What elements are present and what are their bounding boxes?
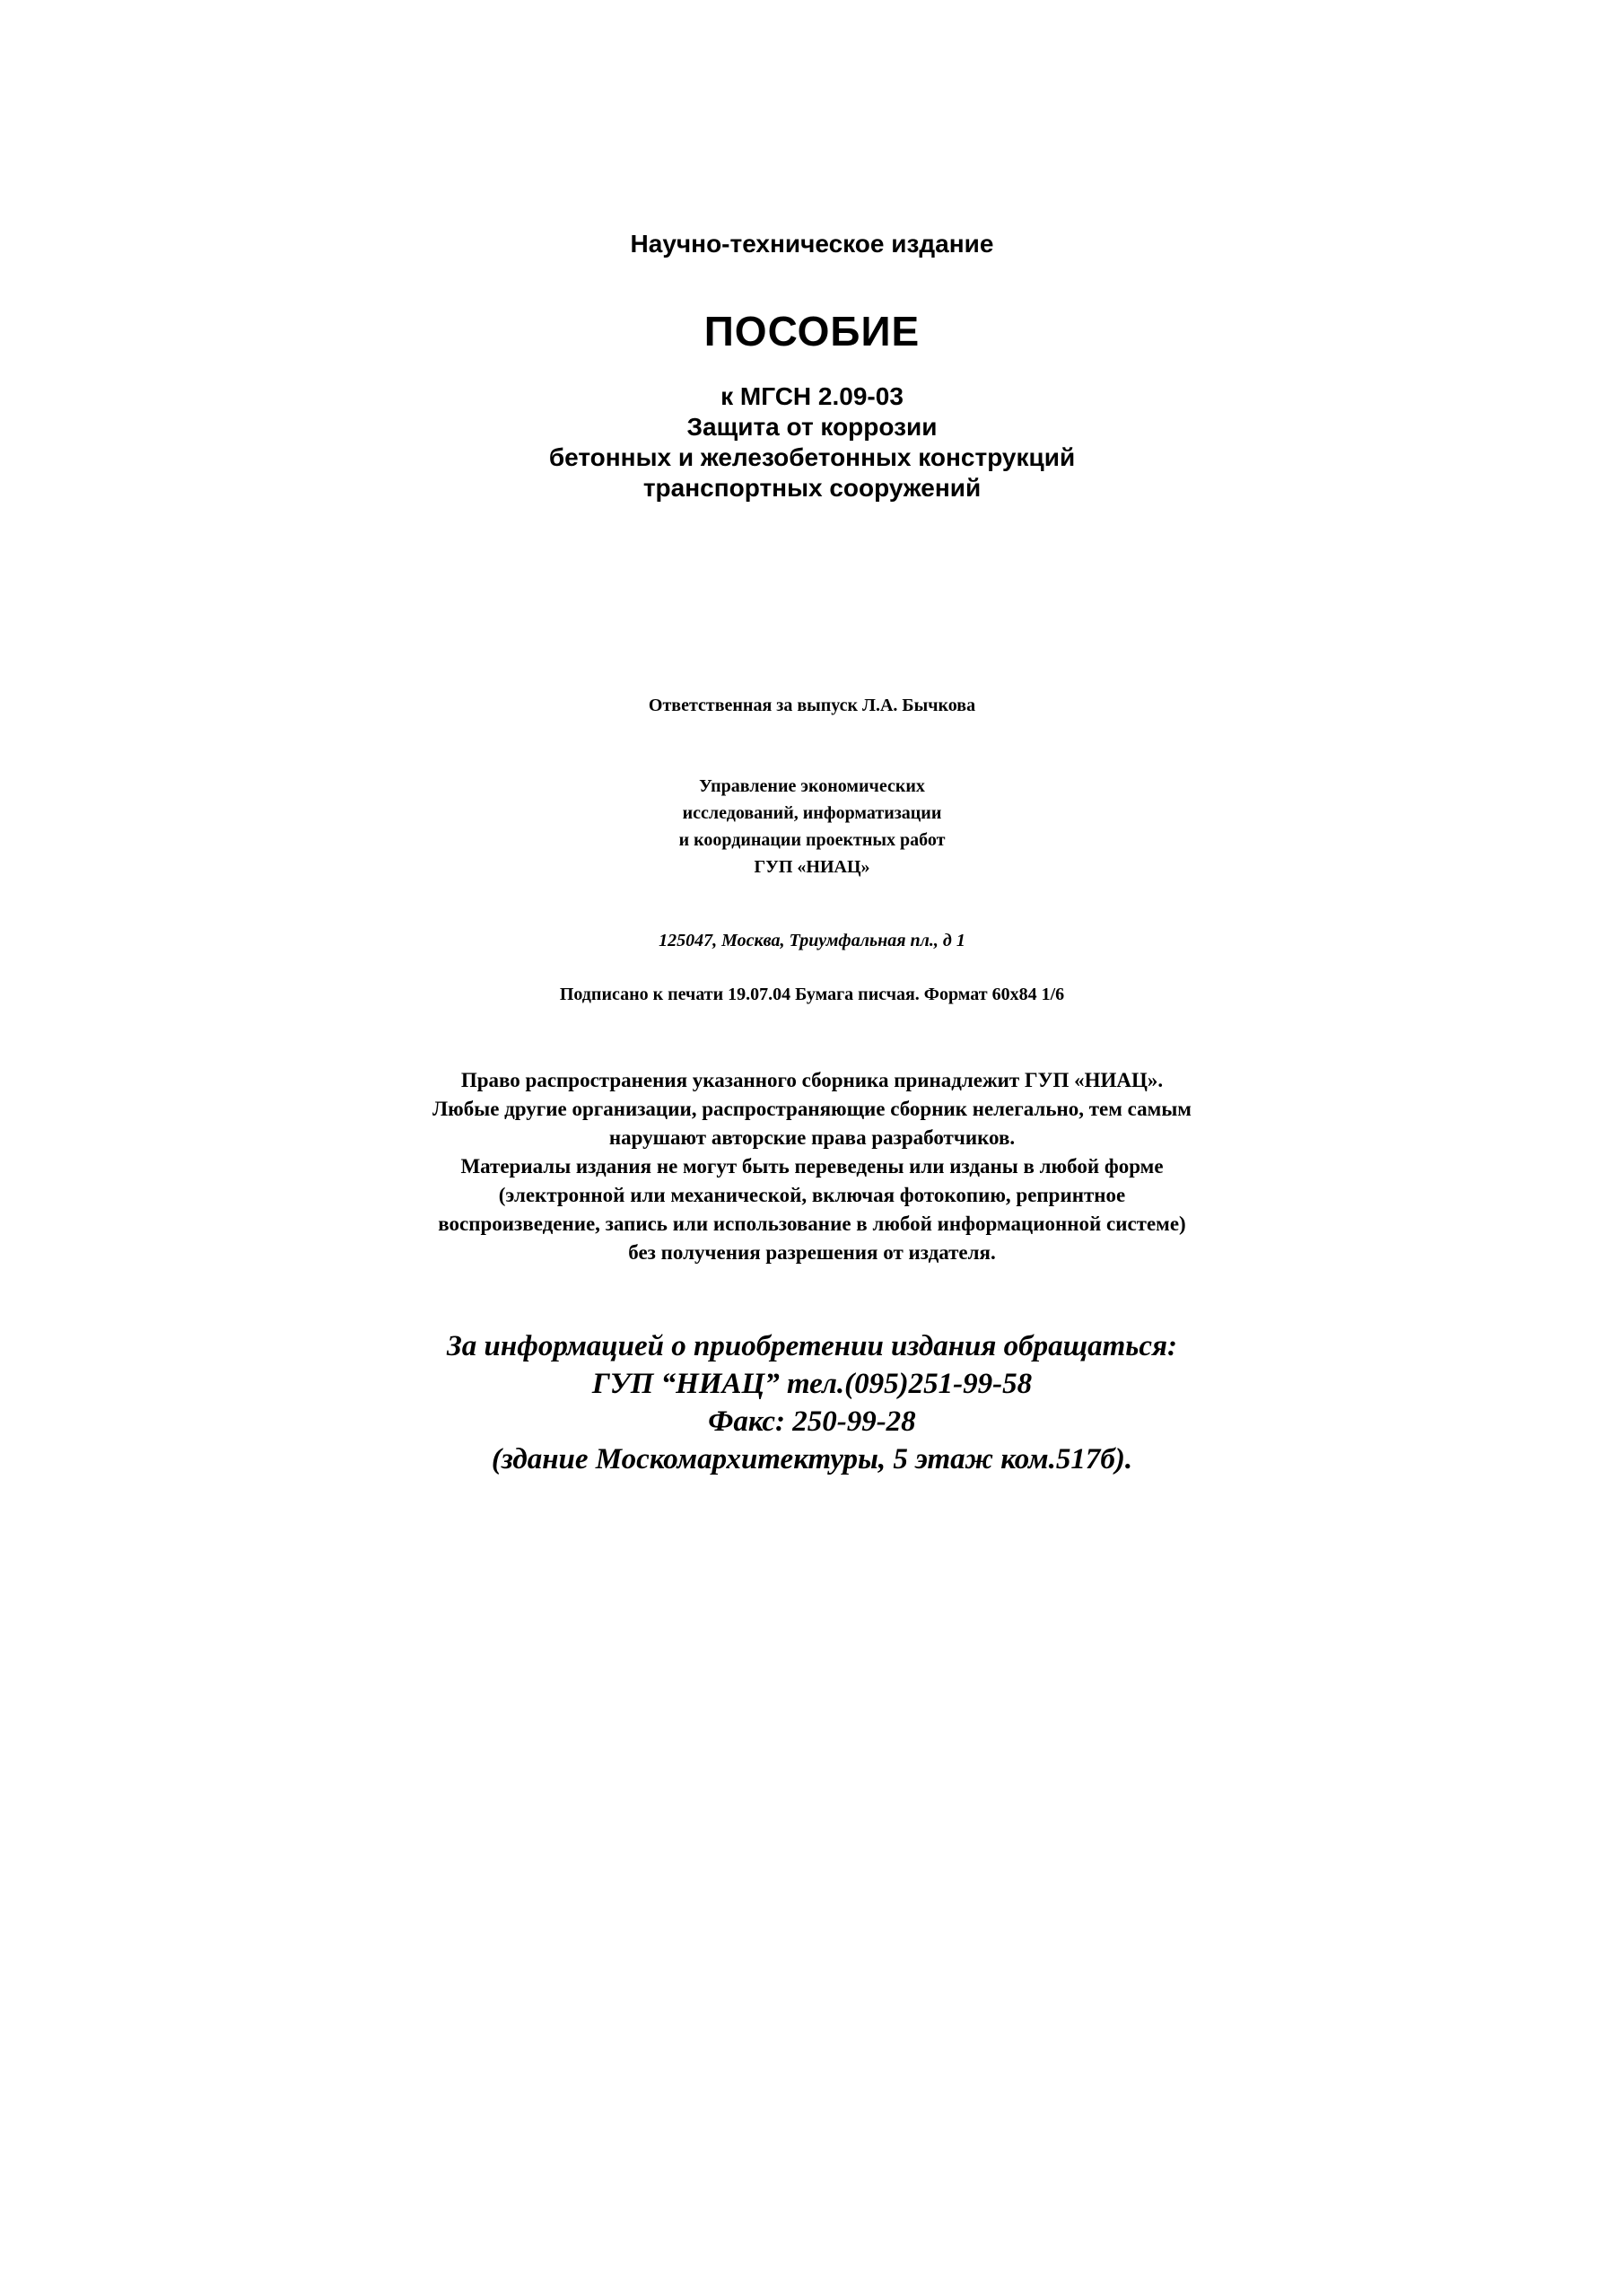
contact-location: (здание Москомархитектуры, 5 этаж ком.517б). (491, 1443, 1133, 1475)
subtitle-line: к МГСН 2.09-03 (720, 382, 904, 410)
department-line: ГУП «НИАЦ» (754, 857, 870, 877)
print-details: Подписано к печати 19.07.04 Бумага писчая. Формат 60х84 1/6 (559, 985, 1065, 1004)
rights-line: нарушают авторские права разработчиков. (608, 1126, 1016, 1149)
department-line: исследований, информатизации (682, 803, 942, 823)
rights-line: воспроизведение, запись или использование в любой информационной системе) (438, 1213, 1186, 1235)
contact-fax: Факс: 250-99-28 (708, 1405, 916, 1438)
publisher-address: 125047, Москва, Триумфальная пл., д 1 (659, 931, 965, 950)
department-line: Управление экономических (699, 776, 925, 796)
contact-phone: ГУП “НИАЦ” тел.(095)251-99-58 (591, 1368, 1033, 1400)
rights-line: Материалы издания не могут быть переведены или изданы в любой форме (460, 1155, 1164, 1178)
document-title: ПОСОБИЕ (703, 308, 921, 355)
responsible-editor: Ответственная за выпуск Л.А. Бычкова (648, 696, 976, 715)
rights-line: (электронной или механической, включая фотокопию, репринтное (498, 1184, 1126, 1206)
subtitle-line: транспортных сооружений (642, 474, 982, 502)
rights-line: Любые другие организации, распространяющие сборник нелегально, тем самым (432, 1098, 1192, 1120)
publication-type: Научно-техническое издание (630, 230, 994, 258)
subtitle-line: бетонных и железобетонных конструкций (548, 443, 1076, 471)
rights-line: без получения разрешения от издателя. (628, 1241, 996, 1264)
subtitle-line: Защита от коррозии (686, 413, 938, 441)
rights-line: Право распространения указанного сборника принадлежит ГУП «НИАЦ». (460, 1069, 1164, 1091)
contact-line: За информацией о приобретении издания обращаться: (447, 1330, 1177, 1362)
department-line: и координации проектных работ (678, 830, 946, 850)
